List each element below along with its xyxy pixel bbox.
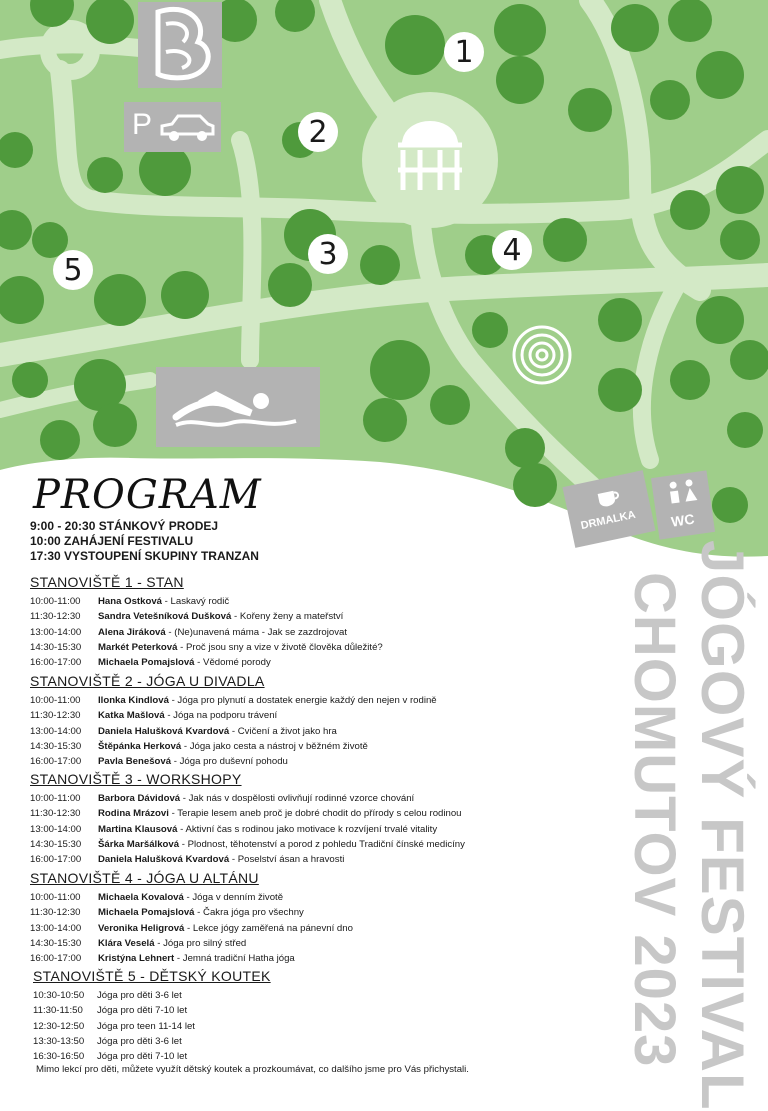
schedule-row [30,655,590,670]
section-heading: STANOVIŠTĚ 4 - JÓGA U ALTÁNU [30,870,259,886]
marker-3: 3 [308,234,348,274]
row-name: Pavla Benešová [98,756,172,768]
section-5 [33,968,593,1064]
row-time: 10:00-11:00 [30,793,81,804]
row-time: 16:30-16:50 [33,1051,85,1063]
row-time: 10:00-11:00 [30,596,81,607]
row-time: 16:00-17:00 [30,657,82,669]
row-desc: Jóga pro děti 7-10 let [97,1051,188,1063]
swimming-pool-sign [156,367,320,447]
row-name: Michaela Kovalová [98,892,184,903]
row-name: Katka Mašlová [98,710,165,722]
row-time: 10:00-11:00 [30,695,81,706]
marker-4: 4 [492,230,532,270]
program-title: PROGRAM [33,472,262,518]
schedule-row [33,1003,593,1018]
parking-sign [124,102,221,152]
info-line: 17:30 VYSTOUPENÍ SKUPINY TRANZAN [30,549,259,563]
section-1 [30,574,590,670]
row-time: 16:00-17:00 [30,953,82,965]
row-time: 11:30-12:30 [30,611,81,623]
row-name: Daniela Halušková Kvardová [98,725,230,737]
wc-point [651,470,715,539]
parking-label: P [132,108,153,141]
festival-title [620,540,760,1111]
drink-label: DRMALKA [579,508,637,533]
section-heading: STANOVIŠTĚ 3 - WORKSHOPY [30,771,242,787]
marker-1: 1 [444,32,484,72]
schedule-row [30,791,590,806]
row-desc: - Aktivní čas s rodinou jako motivace k rozvíjení trvalé vitality [177,823,438,835]
schedule-row [30,837,590,852]
row-name: Alena Jiráková [98,626,166,638]
row-name: Hana Ostková [98,596,162,607]
wc-label: WC [670,510,696,530]
row-name: Kristýna Lehnert [98,953,175,965]
schedule-row [30,806,590,821]
info-line: 9:00 - 20:30 STÁNKOVÝ PRODEJ [30,519,219,533]
schedule-row [30,609,590,624]
row-desc: Jóga pro děti 3-6 let [97,1035,182,1047]
row-desc: - Jóga na podporu trávení [164,710,278,722]
marker-2: 2 [298,112,338,152]
section-4 [30,870,590,966]
schedule-row [33,988,593,1003]
row-name: Šárka Maršálková [98,838,180,850]
section-heading: STANOVIŠTĚ 1 - STAN [30,574,184,590]
schedule-row [30,921,590,936]
row-time: 14:30-15:30 [30,740,82,752]
row-time: 13:00-14:00 [30,823,82,835]
row-desc: - Jóga pro plynutí a dostatek energie každý den nejen v rodině [168,695,437,706]
row-desc: - Kořeny ženy a mateřství [231,611,344,623]
schedule-row [30,724,590,739]
schedule-row [30,708,590,723]
row-desc: - Jak nás v dospělosti ovlivňují rodinné vzorce chování [180,793,415,804]
parking-car-icon [158,112,216,144]
row-time: 11:30-12:30 [30,907,81,919]
section-heading: STANOVIŠTĚ 5 - DĚTSKÝ KOUTEK [33,968,271,984]
schedule-row [30,822,590,837]
section-2 [30,673,590,769]
row-desc: - Laskavý rodič [162,596,230,607]
row-desc: - Plodnost, těhotenství a porod z pohledu Tradiční čínské medicíny [179,838,465,850]
schedule-row [30,890,590,905]
row-time: 13:00-14:00 [30,922,82,934]
wc-people-icon [664,478,702,512]
section-heading: STANOVIŠTĚ 2 - JÓGA U DIVADLA [30,673,265,689]
schedule-row [30,754,590,769]
row-desc: Jóga pro teen 11-14 let [97,1020,195,1032]
schedule-row [30,693,590,708]
row-name: Štěpánka Herková [98,740,182,752]
row-name: Ilonka Kindlová [98,695,169,706]
schedule-row [30,936,590,951]
row-desc: - Terapie lesem aneb proč je dobré chodit do přírody s celou rodinou [168,808,462,820]
row-desc: - Vědomé porody [194,657,271,669]
row-name: Barbora Dávidová [98,793,181,804]
row-name: Michaela Pomajslová [98,907,195,919]
schedule-row [33,1019,593,1034]
schedule-row [30,739,590,754]
schedule-row [30,594,590,609]
footer-note: Mimo lekcí pro děti, můžete využít dětský koutek a prozkoumávat, co dalšího jsme pro Vás přichystali. [36,1064,469,1075]
row-name: Daniela Halušková Kvardová [98,854,230,866]
row-desc: - Jóga jako cesta a nástroj v běžném životě [181,740,368,752]
row-time: 10:00-11:00 [30,892,81,903]
row-desc: - Cvičení a život jako hra [229,725,337,737]
row-name: Rodina Mrázovi [98,808,169,820]
row-desc: Jóga pro děti 3-6 let [97,990,182,1001]
row-name: Veronika Heligrová [98,922,185,934]
row-time: 14:30-15:30 [30,937,82,949]
schedule-row [30,951,590,966]
row-time: 16:00-17:00 [30,854,82,866]
row-time: 11:30-11:50 [33,1005,83,1017]
row-time: 13:00-14:00 [30,626,82,638]
row-desc: - Čakra jóga pro všechny [194,907,304,919]
row-desc: - Jemná tradiční Hatha jóga [174,953,295,965]
coffee-cup-icon [593,481,623,510]
row-name: Michaela Pomajslová [98,657,195,669]
row-name: Markét Peterková [98,641,178,653]
bd-logo-icon [138,2,222,88]
section-3 [30,771,590,867]
row-desc: - Poselství ásan a hravosti [229,854,345,866]
festival-title-line1: JÓGOVÝ FESTIVAL [689,540,756,1111]
festival-title-line2: CHOMUTOV 2023 [622,572,687,1068]
row-time: 11:30-12:30 [30,808,81,820]
row-time: 13:00-14:00 [30,725,82,737]
row-name: Martina Klausová [98,823,178,835]
info-line: 10:00 ZAHÁJENÍ FESTIVALU [30,534,194,548]
marker-5: 5 [53,250,93,290]
row-desc: - Jóga pro silný střed [154,937,247,949]
row-time: 11:30-12:30 [30,710,81,722]
row-time: 14:30-15:30 [30,838,82,850]
row-time: 13:30-13:50 [33,1035,85,1047]
row-name: Klára Veselá [98,937,155,949]
row-time: 16:00-17:00 [30,756,82,768]
schedule-row [30,640,590,655]
row-time: 14:30-15:30 [30,641,82,653]
row-desc: - Lekce jógy zaměřená na pánevní dno [184,922,353,934]
schedule-row [30,905,590,920]
schedule-row [30,852,590,867]
row-time: 12:30-12:50 [33,1020,85,1032]
swimmer-icon [156,367,320,447]
schedule-row [33,1049,593,1064]
row-time: 10:30-10:50 [33,990,85,1001]
row-name: Sandra Vetešníková Dušková [98,611,232,623]
row-desc: - Jóga v denním životě [183,892,284,903]
schedule-row [30,625,590,640]
row-desc: - Jóga pro duševní pohodu [171,756,288,768]
row-desc: Jóga pro děti 7-10 let [97,1005,188,1017]
row-desc: - (Ne)unavená máma - Jak se zazdrojovat [165,626,348,638]
program-info [30,519,259,564]
row-desc: - Proč jsou sny a vize v životě člověka důležité? [177,641,383,653]
schedule-row [33,1034,593,1049]
